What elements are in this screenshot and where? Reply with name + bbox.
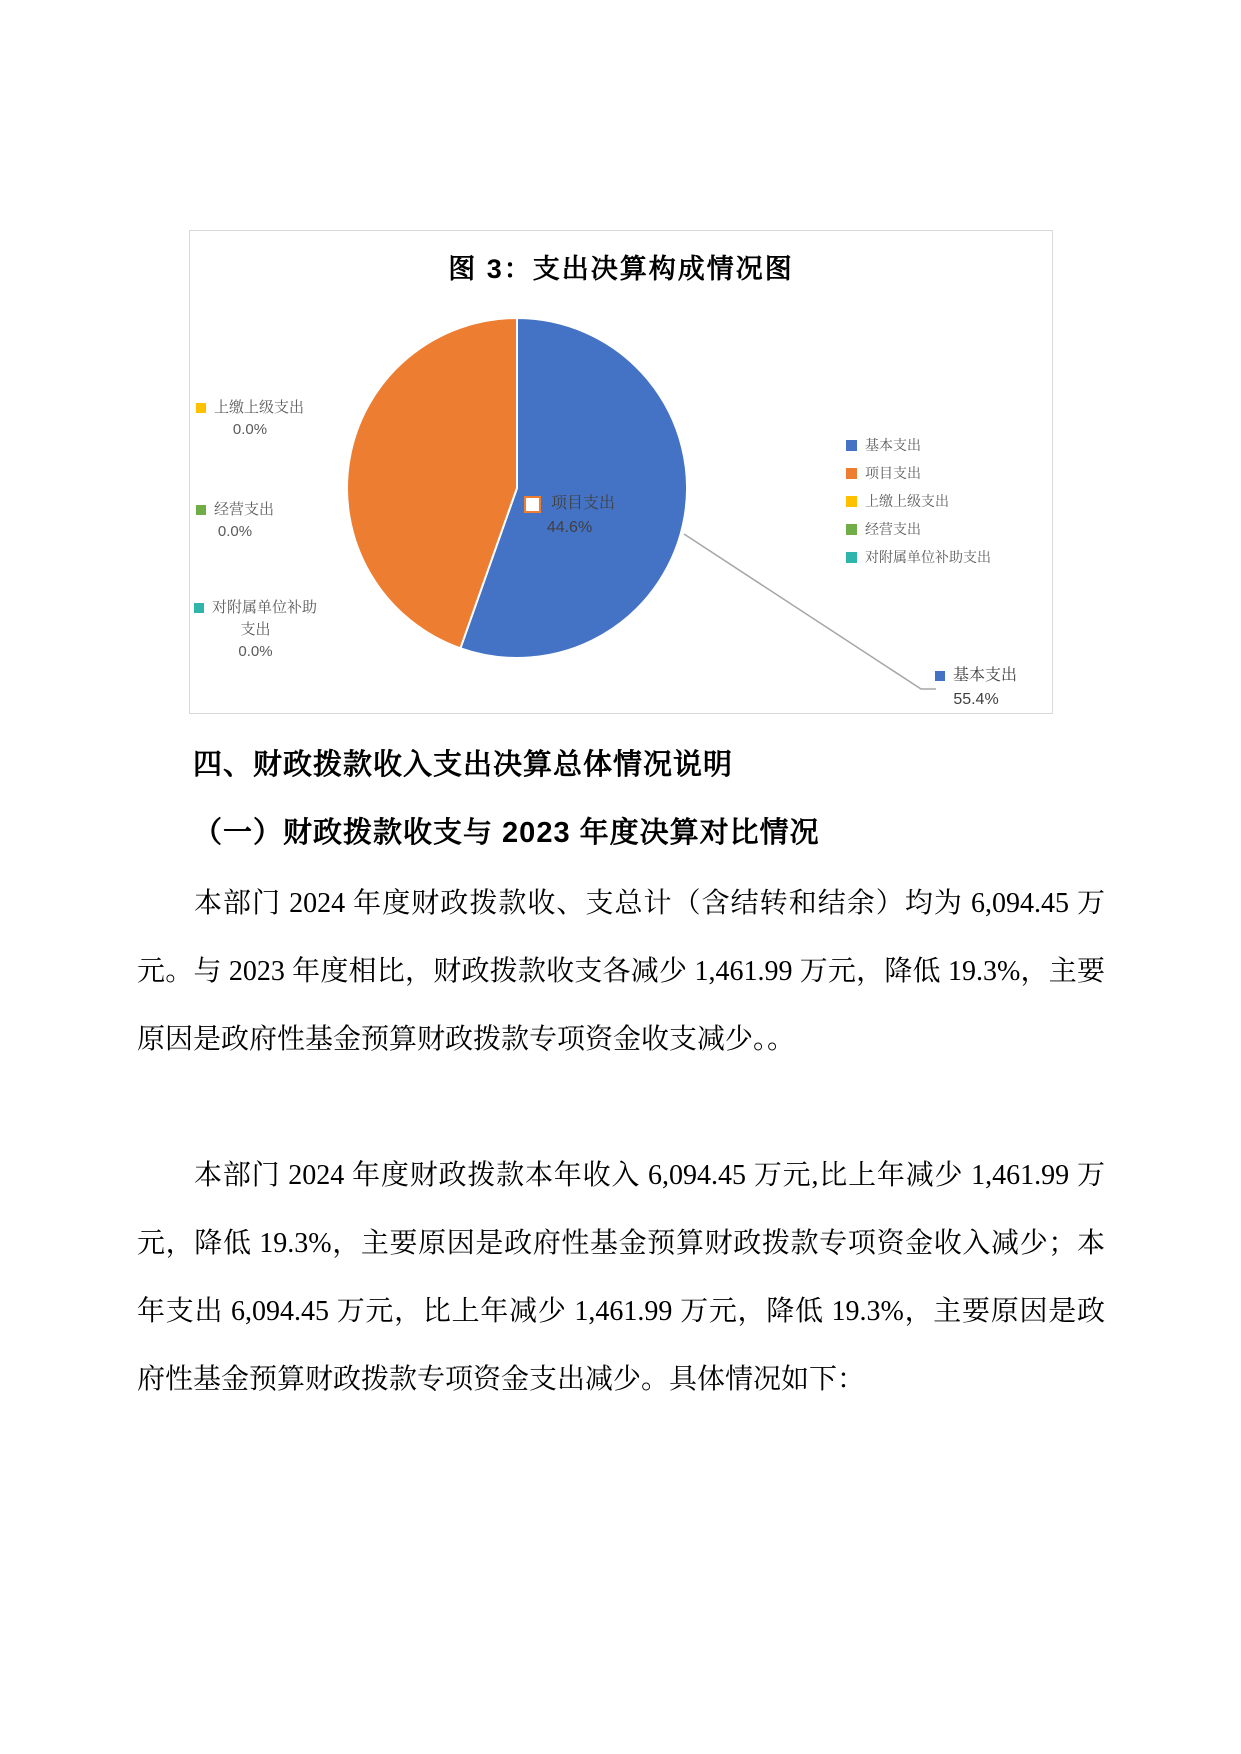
label-text: 上缴上级支出 bbox=[214, 399, 305, 416]
label-text: 基本支出 bbox=[953, 667, 1018, 684]
upper-level-marker-icon bbox=[196, 403, 206, 413]
paragraph-total-comparison: 本部门 2024 年度财政拨款收、支总计（含结转和结余）均为 6,094.45 万元。与 2023 年度相比，财政拨款收支各减少 1,461.99 万元，降低 19.3%，主要原因是政府性基金预算财政拨款专项资金收支减少。。 bbox=[137, 888, 1105, 1055]
legend-swatch-basic-icon bbox=[846, 440, 857, 451]
expenditure-composition-chart bbox=[189, 230, 1053, 714]
label-text: 对附属单位补助 bbox=[212, 599, 318, 616]
legend-label: 经营支出 bbox=[865, 521, 921, 537]
label-project-expenditure bbox=[524, 492, 615, 540]
legend-swatch-project-icon bbox=[846, 468, 857, 479]
operating-marker-icon bbox=[196, 505, 206, 515]
label-text: 项目支出 bbox=[551, 495, 616, 512]
legend-swatch-upper-icon bbox=[846, 496, 857, 507]
section-heading: 四、财政拨款收入支出决算总体情况说明 bbox=[193, 749, 734, 781]
label-text-line2: 支出 bbox=[240, 621, 271, 638]
legend-swatch-operating-icon bbox=[846, 524, 857, 535]
label-percent: 55.4% bbox=[953, 691, 999, 708]
legend-item-subsidy bbox=[846, 543, 991, 571]
legend-label: 项目支出 bbox=[865, 465, 921, 481]
label-percent: 0.0% bbox=[232, 421, 268, 438]
subsection-heading: （一）财政拨款收支与 2023 年度决算对比情况 bbox=[193, 817, 820, 849]
legend-item-project bbox=[846, 459, 991, 487]
label-upper-level-expenditure bbox=[196, 397, 304, 441]
label-percent: 44.6% bbox=[546, 519, 593, 536]
legend-swatch-subsidy-icon bbox=[846, 552, 857, 563]
label-percent: 0.0% bbox=[238, 643, 273, 660]
chart-legend bbox=[846, 431, 991, 571]
basic-marker-icon bbox=[935, 671, 945, 681]
legend-item-upper bbox=[846, 487, 991, 515]
label-percent: 0.0% bbox=[217, 523, 253, 540]
pie-chart bbox=[337, 308, 697, 668]
paragraph-income-expenditure-detail: 本部门 2024 年度财政拨款本年收入 6,094.45 万元,比上年减少 1,461.99 万元，降低 19.3%，主要原因是政府性基金预算财政拨款专项资金收入减少；本年支出 6,094.45 万元，比上年减少 1,461.99 万元，降低 19.3%，主要原因是政府性基金预算财政拨款专项资金支出减少。具体情况如下： bbox=[137, 1160, 1105, 1395]
label-basic-expenditure bbox=[935, 664, 1017, 712]
legend-label: 对附属单位补助支出 bbox=[865, 549, 991, 565]
legend-item-basic bbox=[846, 431, 991, 459]
label-subsidy-expenditure bbox=[194, 597, 317, 663]
chart-title: 图 3：支出决算构成情况图 bbox=[448, 254, 794, 284]
subsidy-marker-icon bbox=[194, 603, 204, 613]
label-operating-expenditure bbox=[196, 499, 274, 543]
legend-label: 上缴上级支出 bbox=[865, 493, 949, 509]
label-text: 经营支出 bbox=[214, 501, 275, 518]
legend-label: 基本支出 bbox=[865, 437, 921, 453]
legend-item-operating bbox=[846, 515, 991, 543]
project-legend-key-icon bbox=[524, 496, 541, 513]
